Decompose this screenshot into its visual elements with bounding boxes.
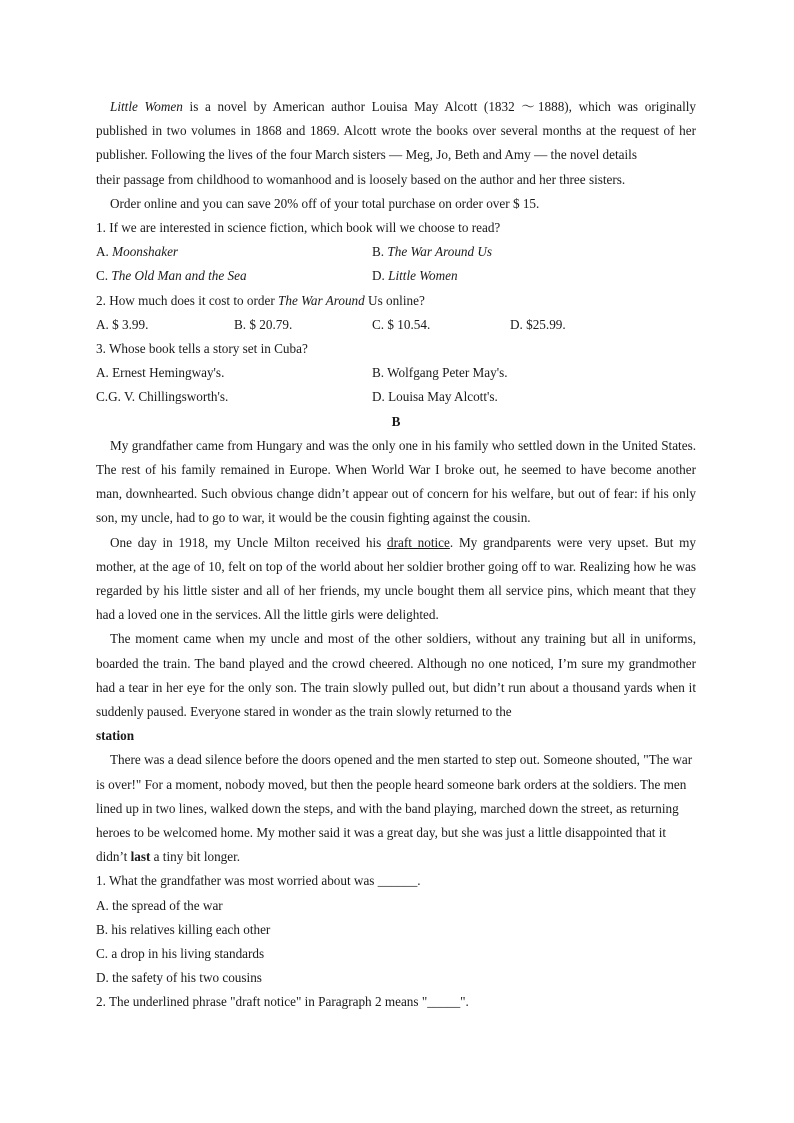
- option-d: D. Louisa May Alcott's.: [372, 389, 498, 405]
- bold-word: last: [130, 849, 151, 865]
- paragraph-3: The moment came when my uncle and most of the other soldiers, without any training but all in uniforms, boarded the train. The band played and the crowd cheered. Although no one noticed, I’m sure my grandmother had a tear in her eye for the only son. The train slowly pulled out, but didn’t run about a thousand yards when it suddenly paused. Everyone stared in wonder as the train slowly returned to the: [96, 631, 696, 719]
- option-b: B. $ 20.79.: [234, 316, 293, 332]
- document-page: [96, 95, 696, 1015]
- question-stem: 2. How much does it cost to order The War Around Us online?: [96, 292, 425, 308]
- option-c: C.G. V. Chillingsworth's.: [96, 389, 229, 405]
- paragraph-1: My grandfather came from Hungary and was the only one in his family who settled down in the United States. The rest of his family remained in Europe. When World War I broke out, he seemed to have become another man, downhearted. Such obvious change didn’t appear out of concern for his welfare, but out of fear: if his only son, my uncle, had to go to war, it would be the cousin fighting against the cousin.: [96, 437, 696, 526]
- option-c: C. $ 10.54.: [372, 316, 431, 332]
- option-b: B. his relatives killing each other: [96, 921, 271, 937]
- paragraph-4: There was a dead silence before the doors opened and the men started to step out. Someone shouted, "The war is over!" For a moment, nobody moved, but then the people heard someone bark orders at the soldiers. The men lined up in two lines, walked down the steps, and with the band playing, marched down the street, as returning heroes to be welcomed home. My mother said it was a great day, but she was just a little disappointed that it didn’t last a tiny bit longer.: [96, 752, 693, 865]
- option-a: A. Moonshaker: [96, 244, 179, 260]
- option-d: D. the safety of his two cousins: [96, 970, 262, 986]
- question-stem: 3. Whose book tells a story set in Cuba?: [96, 340, 308, 356]
- intro-paragraph: Little Women is a novel by American author Louisa May Alcott (1832 ～1888), which was originally published in two volumes in 1868 and 1869. Alcott wrote the books over several months at the request of her publisher. Following the lives of the four March sisters — Meg, Jo, Beth and Amy — the novel details: [96, 99, 697, 163]
- paragraph-3-end: station: [96, 728, 135, 744]
- underlined-phrase: draft notice: [387, 534, 450, 550]
- question-stem: 1. What the grandfather was most worried about was ______.: [96, 873, 421, 889]
- option-d: D. Little Women: [372, 268, 458, 284]
- question-stem: 2. The underlined phrase "draft notice" in Paragraph 2 means "_____".: [96, 994, 469, 1010]
- option-c: C. a drop in his living standards: [96, 946, 265, 962]
- option-b: B. The War Around Us: [372, 244, 493, 260]
- options-row: [96, 240, 696, 264]
- options-row: [96, 385, 696, 409]
- question-stem: 1. If we are interested in science fiction, which book will we choose to read?: [96, 220, 501, 236]
- book-title: Little Women: [110, 99, 183, 114]
- order-note: Order online and you can save 20% off of your total purchase on order over $ 15.: [110, 195, 540, 211]
- option-b: B. Wolfgang Peter May's.: [372, 365, 508, 381]
- paragraph-2: One day in 1918, my Uncle Milton received his draft notice. My grandparents were very upset. But my mother, at the age of 10, felt on top of the world about her soldier brother going off to war. Realizing how he was regarded by his little sister and all of her friends, my uncle bought them all service pins, which meant that they had a loved one in the services. All the little girls were delighted.: [96, 534, 696, 623]
- option-c: C. The Old Man and the Sea: [96, 268, 247, 284]
- options-row: [96, 313, 696, 337]
- section-heading: B: [391, 413, 401, 429]
- option-a: A. $ 3.99.: [96, 316, 149, 332]
- option-a: A. Ernest Hemingway's.: [96, 365, 225, 381]
- intro-last-line: their passage from childhood to womanhood and is loosely based on the author and her three sisters.: [96, 171, 626, 187]
- option-a: A. the spread of the war: [96, 897, 223, 913]
- option-d: D. $25.99.: [510, 316, 566, 332]
- options-row: [96, 264, 696, 288]
- options-row: [96, 361, 696, 385]
